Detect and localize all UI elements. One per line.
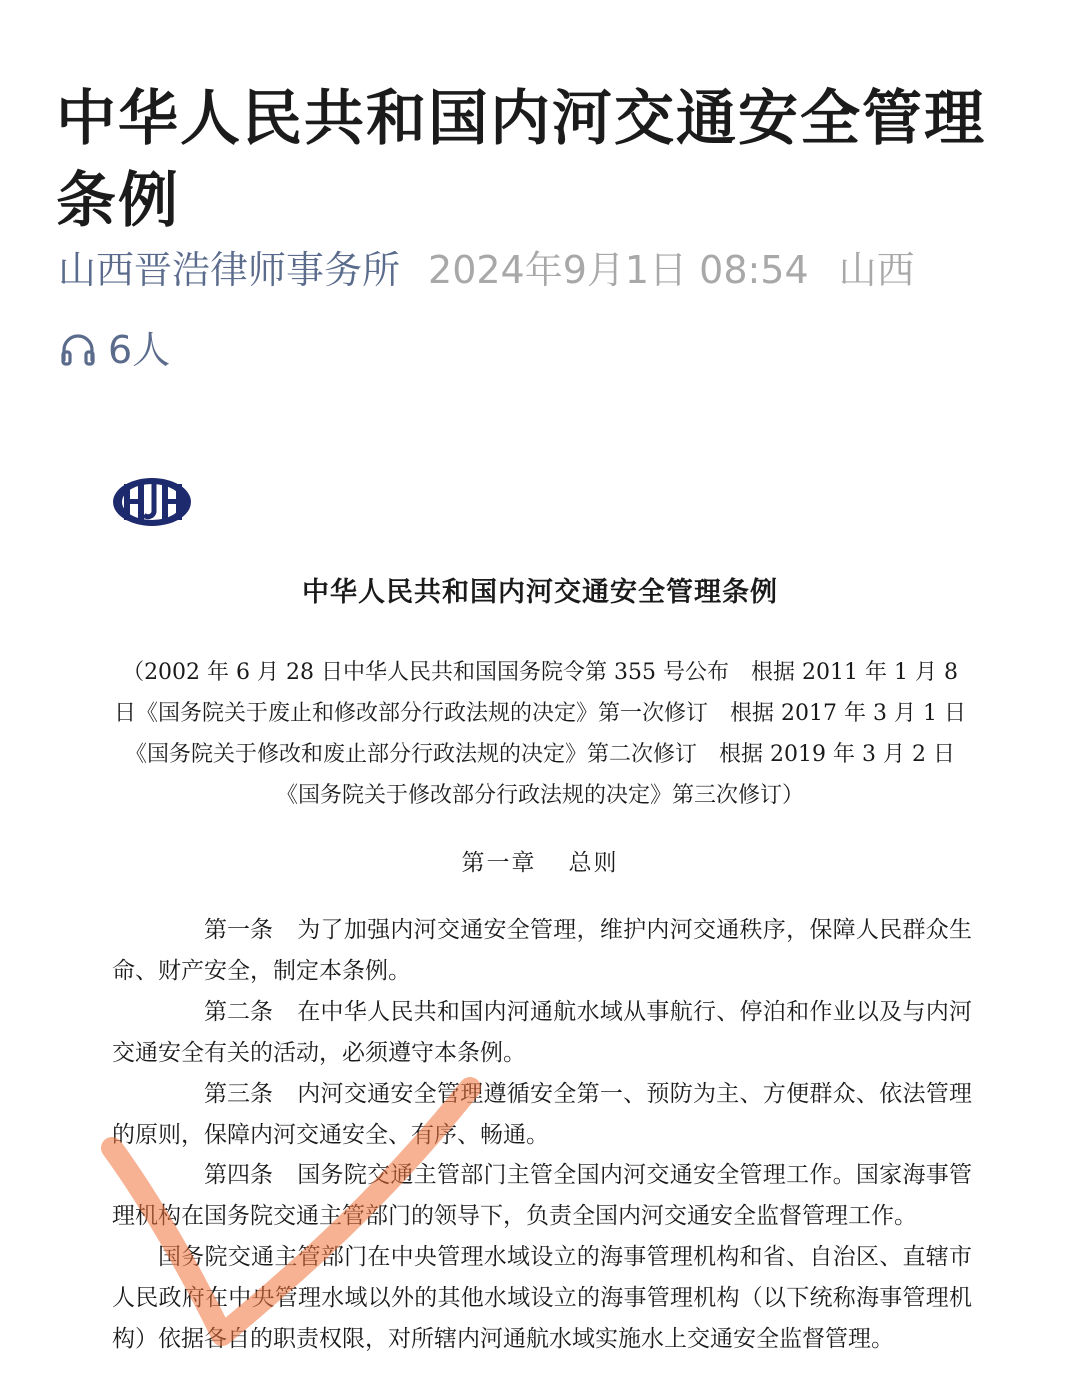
chapter-heading xyxy=(0,844,1080,877)
article-paragraph xyxy=(112,1074,972,1156)
chapter-number: 第一章 xyxy=(461,850,537,876)
document-revision-note: （2002 年 6 月 28 日中华人民共和国国务院令第 355 号公布 根据 2011 年 1 月 8 日《国务院关于废止和修改部分行政法规的决定》第一次修订 根据 2017 年 3 月 1 日《国务院关于修改和废止部分行政法规的决定》第二次修订 根据 2019 年 3 月 2 日《国务院关于修改部分行政法规的决定》第三次修订） xyxy=(114,660,966,808)
listen-count: 6人 xyxy=(108,328,171,372)
article-paragraph xyxy=(112,910,972,992)
article-label: 第四条 xyxy=(204,1162,273,1189)
document-title: 中华人民共和国内河交通安全管理条例 xyxy=(302,577,778,608)
hjh-logo xyxy=(110,474,194,530)
publish-location: 山西 xyxy=(838,248,915,292)
article-text: 内河交通安全管理遵循安全第一、预防为主、方便群众、依法管理的原则，保障内河交通安全、有序、畅通。 xyxy=(112,1080,972,1148)
article-paragraph xyxy=(112,1237,972,1360)
document-scan-image xyxy=(0,440,1080,1394)
article-text: 国务院交通主管部门在中央管理水域设立的海事管理机构和省、自治区、直辖市人民政府在中央管理水域以外的其他水域设立的海事管理机构（以下统称海事管理机构）依据各自的职责权限，对所辖内河通航水域实施水上交通安全监督管理。 xyxy=(112,1244,972,1353)
author-link[interactable]: 山西晋浩律师事务所 xyxy=(58,248,401,292)
article-text: 为了加强内河交通安全管理，维护内河交通秩序，保障人民群众生命、财产安全，制定本条例。 xyxy=(112,917,972,984)
headphones-icon xyxy=(58,330,98,370)
article-label: 第三条 xyxy=(204,1080,273,1107)
article-label: 第二条 xyxy=(204,998,273,1025)
publish-time: 2024年9月1日 08:54 xyxy=(428,248,809,292)
article-paragraph xyxy=(112,1155,972,1237)
article-text: 在中华人民共和国内河通航水域从事航行、停泊和作业以及与内河交通安全有关的活动，必须遵守本条例。 xyxy=(112,998,972,1066)
listen-button[interactable] xyxy=(58,324,170,376)
article-title: 中华人民共和国内河交通安全管理条例 xyxy=(56,84,986,237)
document-body xyxy=(112,910,972,1360)
article-text: 国务院交通主管部门主管全国内河交通安全管理工作。国家海事管理机构在国务院交通主管部门的领导下，负责全国内河交通安全监督管理工作。 xyxy=(112,1162,972,1230)
article-label: 第一条 xyxy=(204,917,273,943)
chapter-name: 总则 xyxy=(568,850,619,876)
article-paragraph xyxy=(112,992,972,1074)
article-meta xyxy=(58,242,1018,298)
